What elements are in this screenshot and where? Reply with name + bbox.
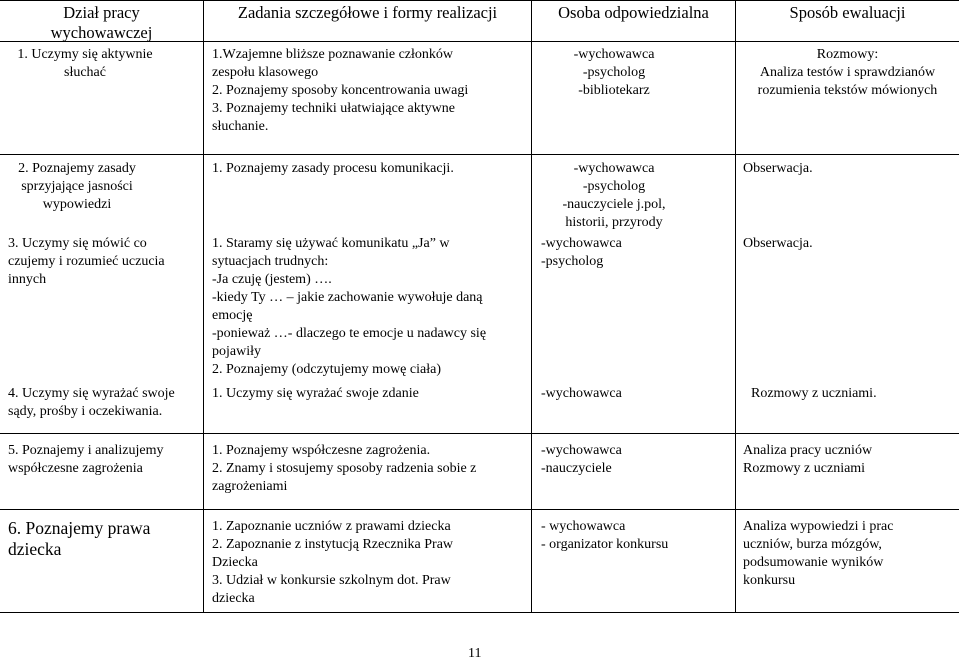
row3-top-border (0, 433, 959, 434)
row4-evaluation: Analiza wypowiedzi i prac uczniów, burza mózgów, podsumowanie wyników konkursu (743, 519, 894, 588)
row2-tasks-feelings: 1. Staramy się używać komunikatu „Ja” w sytuacjach trudnych: -Ja czuję (jestem) …. -kiedy Ty … – jakie zachowanie wywołuje daną emocję -ponieważ …- dlaczego te emocje u nadawcy się pojawiły 2. Poznajemy (odczytujemy mowę ciała) (212, 236, 487, 377)
header-area: Dział pracy wychowawczej (50, 3, 153, 42)
row1-tasks: 1.Wzajemne bliższe poznawanie członków zespołu klasowego 2. Poznajemy sposoby koncentrowania uwagi 3. Poznajemy techniki ułatwiające aktywne słuchanie. (212, 47, 469, 134)
page-number: 11 (468, 646, 482, 661)
row1-evaluation: Rozmowy: Analiza testów i sprawdzianów rozumienia tekstów mówionych (757, 47, 938, 98)
row3-tasks: 1. Poznajemy współczesne zagrożenia. 2. Znamy i stosujemy sposoby radzenia sobie z zagrożeniami (212, 443, 477, 494)
row2-persons-feelings: -wychowawca -psycholog (541, 236, 622, 269)
row2-evaluation-communication: Obserwacja. (743, 161, 813, 176)
row2-area-opinions: 4. Uczymy się wyrażać swoje sądy, prośby i oczekiwania. (8, 386, 175, 419)
row2-tasks-opinions: 1. Uczymy się wyrażać swoje zdanie (212, 386, 419, 401)
row2-area-communication: 2. Poznajemy zasady sprzyjające jasności wypowiedzi (18, 161, 136, 212)
row3-evaluation: Analiza pracy uczniów Rozmowy z uczniami (743, 443, 873, 476)
header-evaluation: Sposób ewaluacji (789, 3, 906, 22)
row2-persons-opinions: -wychowawca (541, 386, 622, 401)
row2-tasks-communication: 1. Poznajemy zasady procesu komunikacji. (212, 161, 454, 176)
row2-persons-communication: -wychowawca -psycholog -nauczyciele j.pol, historii, przyrody (562, 161, 666, 230)
header-tasks: Zadania szczegółowe i formy realizacji (237, 3, 498, 22)
table-top-border (0, 0, 959, 1)
row3-area: 5. Poznajemy i analizujemy współczesne zagrożenia (8, 443, 164, 476)
row2-evaluation-feelings: Obserwacja. (743, 236, 813, 251)
row2-area-feelings: 3. Uczymy się mówić co czujemy i rozumieć uczucia innych (8, 236, 165, 287)
row3-persons: -wychowawca -nauczyciele (541, 443, 622, 476)
row2-evaluation-opinions: Rozmowy z uczniami. (751, 386, 877, 401)
table-bottom-border (0, 612, 959, 613)
row1-persons: -wychowawca -psycholog -bibliotekarz (573, 47, 655, 98)
row4-persons: - wychowawca - organizator konkursu (541, 519, 669, 552)
col-divider-1 (203, 0, 204, 613)
row2-top-border (0, 154, 959, 155)
row4-area: 6. Poznajemy prawa dziecka (8, 518, 151, 559)
row4-tasks: 1. Zapoznanie uczniów z prawami dziecka 2. Zapoznanie z instytucją Rzecznika Praw Dziecka 3. Udział w konkursie szkolnym dot. Praw dziecka (212, 519, 454, 606)
header-responsible: Osoba odpowiedzialna (558, 3, 709, 22)
row4-top-border (0, 509, 959, 510)
row1-area: 1. Uczymy się aktywnie słuchać (17, 47, 153, 80)
